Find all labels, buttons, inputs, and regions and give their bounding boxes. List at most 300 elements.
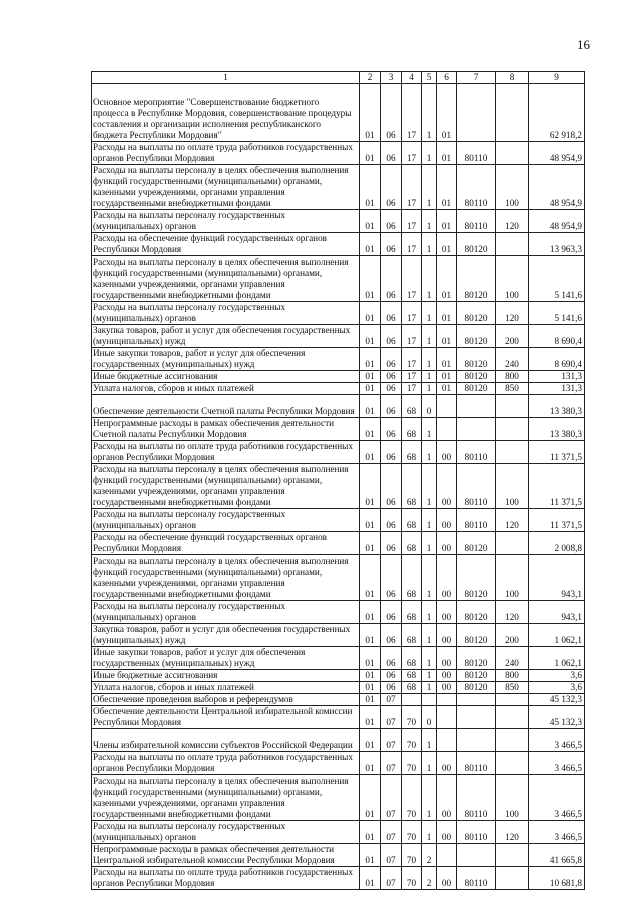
- code-program: 70: [402, 752, 422, 775]
- code-subprogram: 2: [422, 844, 437, 867]
- code-pr: 06: [381, 418, 402, 441]
- table-row: [92, 775, 585, 821]
- row-amount: 48 954,9: [529, 165, 585, 210]
- code-pr: 06: [381, 532, 402, 555]
- code-pr: 07: [381, 775, 402, 821]
- table-row: [92, 706, 585, 729]
- row-name: Расходы на выплаты персоналу государственных (муниципальных) органов: [92, 210, 360, 233]
- code-pr: 07: [381, 867, 402, 890]
- code-program: 68: [402, 441, 422, 464]
- code-expense-type: 240: [496, 647, 529, 670]
- code-direction: 80120: [457, 383, 496, 395]
- row-name: Основное мероприятие "Совершенствование бюджетного процесса в Республике Мордовия, совершенствование процедуры составления и организации исполнения республиканского бюджета Республики Мордовия": [92, 84, 360, 142]
- code-subprogram: 0: [422, 395, 437, 418]
- code-rz: 01: [360, 555, 381, 601]
- row-amount: 131,3: [529, 383, 585, 395]
- code-direction: 80120: [457, 624, 496, 647]
- code-direction: 80120: [457, 348, 496, 371]
- code-expense-type: 850: [496, 383, 529, 395]
- code-main-event: [437, 729, 457, 752]
- code-expense-type: [496, 441, 529, 464]
- code-rz: 01: [360, 348, 381, 371]
- table-row: [92, 509, 585, 532]
- table-body: [92, 84, 585, 890]
- code-pr: 06: [381, 165, 402, 210]
- code-expense-type: 850: [496, 682, 529, 694]
- code-main-event: 00: [437, 775, 457, 821]
- code-expense-type: 120: [496, 210, 529, 233]
- code-subprogram: 1: [422, 441, 437, 464]
- code-direction: [457, 694, 496, 706]
- code-main-event: [437, 706, 457, 729]
- code-expense-type: [496, 233, 529, 256]
- table-row: [92, 210, 585, 233]
- code-main-event: 01: [437, 256, 457, 302]
- code-program: 17: [402, 348, 422, 371]
- code-program: 68: [402, 624, 422, 647]
- table-row: [92, 867, 585, 890]
- code-program: [402, 694, 422, 706]
- code-pr: 06: [381, 142, 402, 165]
- code-main-event: 00: [437, 555, 457, 601]
- row-name: Иные бюджетные ассигнования: [92, 670, 360, 682]
- code-program: 68: [402, 601, 422, 624]
- row-name: Расходы на выплаты персоналу государственных (муниципальных) органов: [92, 601, 360, 624]
- code-rz: 01: [360, 371, 381, 383]
- code-main-event: [437, 418, 457, 441]
- code-expense-type: 100: [496, 165, 529, 210]
- code-subprogram: 1: [422, 555, 437, 601]
- row-amount: 13 963,3: [529, 233, 585, 256]
- code-rz: 01: [360, 84, 381, 142]
- row-amount: 41 665,8: [529, 844, 585, 867]
- table-row: [92, 256, 585, 302]
- code-subprogram: 1: [422, 775, 437, 821]
- code-direction: 80110: [457, 867, 496, 890]
- table-row: [92, 601, 585, 624]
- code-expense-type: [496, 532, 529, 555]
- code-expense-type: 120: [496, 302, 529, 325]
- page-number: 16: [577, 37, 590, 52]
- code-subprogram: 1: [422, 210, 437, 233]
- row-amount: 131,3: [529, 371, 585, 383]
- code-rz: 01: [360, 752, 381, 775]
- table-row: [92, 821, 585, 844]
- code-direction: 80110: [457, 509, 496, 532]
- code-program: 17: [402, 371, 422, 383]
- code-subprogram: 2: [422, 867, 437, 890]
- code-main-event: 01: [437, 383, 457, 395]
- code-rz: 01: [360, 682, 381, 694]
- code-direction: 80110: [457, 441, 496, 464]
- code-pr: 07: [381, 729, 402, 752]
- code-rz: 01: [360, 694, 381, 706]
- code-expense-type: 200: [496, 325, 529, 348]
- code-direction: 80120: [457, 256, 496, 302]
- code-rz: 01: [360, 256, 381, 302]
- code-subprogram: 1: [422, 142, 437, 165]
- code-direction: 80110: [457, 821, 496, 844]
- code-main-event: 00: [437, 601, 457, 624]
- row-amount: 13 380,3: [529, 418, 585, 441]
- row-amount: 3 466,5: [529, 729, 585, 752]
- code-direction: 80110: [457, 775, 496, 821]
- code-expense-type: [496, 706, 529, 729]
- code-main-event: [437, 395, 457, 418]
- code-expense-type: [496, 84, 529, 142]
- code-program: 68: [402, 670, 422, 682]
- table-row: [92, 441, 585, 464]
- col-header: 3: [381, 72, 402, 84]
- col-header: 7: [457, 72, 496, 84]
- row-amount: 8 690,4: [529, 325, 585, 348]
- header-row: [92, 72, 585, 84]
- code-program: 70: [402, 867, 422, 890]
- code-rz: 01: [360, 464, 381, 509]
- table-row: [92, 233, 585, 256]
- col-header: 8: [496, 72, 529, 84]
- code-subprogram: 0: [422, 706, 437, 729]
- code-rz: 01: [360, 441, 381, 464]
- code-expense-type: 240: [496, 348, 529, 371]
- row-name: Уплата налогов, сборов и иных платежей: [92, 682, 360, 694]
- col-header: 6: [437, 72, 457, 84]
- code-expense-type: [496, 395, 529, 418]
- table-row: [92, 694, 585, 706]
- budget-table: [91, 71, 585, 890]
- row-amount: 11 371,5: [529, 441, 585, 464]
- code-subprogram: 1: [422, 302, 437, 325]
- code-pr: 06: [381, 509, 402, 532]
- code-program: 70: [402, 775, 422, 821]
- code-main-event: 01: [437, 302, 457, 325]
- row-name: Расходы на выплаты по оплате труда работников государственных органов Республики Мордовия: [92, 752, 360, 775]
- code-direction: 80120: [457, 555, 496, 601]
- code-direction: 80120: [457, 682, 496, 694]
- code-main-event: 01: [437, 84, 457, 142]
- code-pr: 06: [381, 624, 402, 647]
- row-amount: 13 380,3: [529, 395, 585, 418]
- code-direction: 80110: [457, 142, 496, 165]
- code-main-event: 00: [437, 682, 457, 694]
- code-subprogram: 1: [422, 256, 437, 302]
- code-expense-type: 100: [496, 775, 529, 821]
- row-name: Обеспечение деятельности Счетной палаты Республики Мордовия: [92, 395, 360, 418]
- code-program: 17: [402, 233, 422, 256]
- code-rz: 01: [360, 647, 381, 670]
- code-subprogram: [422, 694, 437, 706]
- code-expense-type: [496, 752, 529, 775]
- code-rz: 01: [360, 821, 381, 844]
- code-subprogram: 1: [422, 670, 437, 682]
- code-main-event: 00: [437, 509, 457, 532]
- row-name: Иные закупки товаров, работ и услуг для обеспечения государственных (муниципальных) нужд: [92, 647, 360, 670]
- code-direction: 80120: [457, 302, 496, 325]
- code-rz: 01: [360, 729, 381, 752]
- code-subprogram: 1: [422, 532, 437, 555]
- code-expense-type: 200: [496, 624, 529, 647]
- code-program: 17: [402, 383, 422, 395]
- code-direction: 80120: [457, 532, 496, 555]
- code-rz: 01: [360, 867, 381, 890]
- code-subprogram: 1: [422, 624, 437, 647]
- table-row: [92, 624, 585, 647]
- code-expense-type: [496, 694, 529, 706]
- code-pr: 06: [381, 210, 402, 233]
- code-subprogram: 1: [422, 325, 437, 348]
- code-subprogram: 1: [422, 383, 437, 395]
- row-name: Расходы на выплаты персоналу в целях обеспечения выполнения функций государственными (муниципальными) органами, казенными учреждениями, органами управления государственными внебюджетными фондами: [92, 165, 360, 210]
- code-rz: 01: [360, 325, 381, 348]
- code-rz: 01: [360, 624, 381, 647]
- row-amount: 1 062,1: [529, 647, 585, 670]
- code-direction: 80120: [457, 371, 496, 383]
- row-name: Расходы на выплаты персоналу государственных (муниципальных) органов: [92, 509, 360, 532]
- row-name: Расходы на выплаты персоналу в целях обеспечения выполнения функций государственными (муниципальными) органами, казенными учреждениями, органами управления государственными внебюджетными фондами: [92, 775, 360, 821]
- code-main-event: 00: [437, 752, 457, 775]
- row-name: Уплата налогов, сборов и иных платежей: [92, 383, 360, 395]
- code-pr: 06: [381, 256, 402, 302]
- code-expense-type: 100: [496, 464, 529, 509]
- row-amount: 11 371,5: [529, 509, 585, 532]
- code-main-event: [437, 844, 457, 867]
- row-name: Обеспечение деятельности Центральной избирательной комиссии Республики Мордовия: [92, 706, 360, 729]
- row-name: Закупка товаров, работ и услуг для обеспечения государственных (муниципальных) нужд: [92, 624, 360, 647]
- col-header: 4: [402, 72, 422, 84]
- code-subprogram: 1: [422, 165, 437, 210]
- code-program: 70: [402, 844, 422, 867]
- code-pr: 06: [381, 441, 402, 464]
- code-program: 68: [402, 532, 422, 555]
- code-main-event: [437, 694, 457, 706]
- table-row: [92, 142, 585, 165]
- row-name: Непрограммные расходы в рамках обеспечения деятельности Счетной палаты Республики Мордовия: [92, 418, 360, 441]
- code-pr: 06: [381, 348, 402, 371]
- code-rz: 01: [360, 601, 381, 624]
- row-amount: 5 141,6: [529, 256, 585, 302]
- table-row: [92, 555, 585, 601]
- row-amount: 3 466,5: [529, 821, 585, 844]
- code-pr: 06: [381, 464, 402, 509]
- code-expense-type: 120: [496, 821, 529, 844]
- code-subprogram: 1: [422, 729, 437, 752]
- row-amount: 48 954,9: [529, 210, 585, 233]
- code-expense-type: 100: [496, 256, 529, 302]
- code-program: 17: [402, 256, 422, 302]
- row-name: Расходы на обеспечение функций государственных органов Республики Мордовия: [92, 532, 360, 555]
- code-pr: 07: [381, 706, 402, 729]
- code-direction: [457, 844, 496, 867]
- code-direction: 80120: [457, 647, 496, 670]
- code-direction: 80110: [457, 210, 496, 233]
- code-rz: 01: [360, 418, 381, 441]
- code-main-event: 01: [437, 142, 457, 165]
- row-amount: 62 918,2: [529, 84, 585, 142]
- code-main-event: 00: [437, 647, 457, 670]
- table-row: [92, 348, 585, 371]
- code-pr: 06: [381, 302, 402, 325]
- code-program: 68: [402, 418, 422, 441]
- code-rz: 01: [360, 670, 381, 682]
- code-direction: 80110: [457, 464, 496, 509]
- row-amount: 3 466,5: [529, 775, 585, 821]
- row-amount: 943,1: [529, 555, 585, 601]
- row-name: Расходы на выплаты персоналу в целях обеспечения выполнения функций государственными (муниципальными) органами, казенными учреждениями, органами управления государственными внебюджетными фондами: [92, 464, 360, 509]
- row-amount: 3,6: [529, 670, 585, 682]
- table-row: [92, 532, 585, 555]
- row-amount: 11 371,5: [529, 464, 585, 509]
- row-name: Закупка товаров, работ и услуг для обеспечения государственных (муниципальных) нужд: [92, 325, 360, 348]
- code-subprogram: 1: [422, 371, 437, 383]
- code-subprogram: 1: [422, 84, 437, 142]
- code-subprogram: 1: [422, 682, 437, 694]
- code-program: 68: [402, 555, 422, 601]
- code-subprogram: 1: [422, 464, 437, 509]
- code-pr: 06: [381, 395, 402, 418]
- code-subprogram: 1: [422, 752, 437, 775]
- code-main-event: 00: [437, 532, 457, 555]
- row-amount: 45 132,3: [529, 694, 585, 706]
- code-program: 68: [402, 395, 422, 418]
- code-expense-type: 100: [496, 555, 529, 601]
- code-expense-type: [496, 844, 529, 867]
- code-direction: [457, 706, 496, 729]
- code-direction: 80120: [457, 601, 496, 624]
- code-pr: 06: [381, 647, 402, 670]
- code-pr: 06: [381, 325, 402, 348]
- code-program: 17: [402, 302, 422, 325]
- row-name: Иные закупки товаров, работ и услуг для обеспечения государственных (муниципальных) нужд: [92, 348, 360, 371]
- code-main-event: 01: [437, 210, 457, 233]
- code-subprogram: 1: [422, 233, 437, 256]
- code-rz: 01: [360, 509, 381, 532]
- code-program: 70: [402, 706, 422, 729]
- code-program: 68: [402, 682, 422, 694]
- table-row: [92, 371, 585, 383]
- row-amount: 48 954,9: [529, 142, 585, 165]
- code-rz: 01: [360, 210, 381, 233]
- code-direction: 80110: [457, 752, 496, 775]
- row-name: Члены избирательной комиссии субъектов Российской Федерации: [92, 729, 360, 752]
- code-expense-type: [496, 867, 529, 890]
- code-main-event: 00: [437, 441, 457, 464]
- code-pr: 06: [381, 601, 402, 624]
- code-program: 68: [402, 509, 422, 532]
- table-row: [92, 165, 585, 210]
- table-row: [92, 418, 585, 441]
- code-subprogram: 1: [422, 821, 437, 844]
- code-pr: 06: [381, 383, 402, 395]
- table-row: [92, 682, 585, 694]
- code-expense-type: 120: [496, 601, 529, 624]
- col-header: 1: [92, 72, 360, 84]
- code-subprogram: 1: [422, 348, 437, 371]
- row-amount: 45 132,3: [529, 706, 585, 729]
- code-rz: 01: [360, 165, 381, 210]
- row-name: Расходы на выплаты по оплате труда работников государственных органов Республики Мордовия: [92, 142, 360, 165]
- code-expense-type: 800: [496, 371, 529, 383]
- code-main-event: 00: [437, 464, 457, 509]
- code-program: 17: [402, 325, 422, 348]
- code-direction: [457, 84, 496, 142]
- code-rz: 01: [360, 775, 381, 821]
- col-header: 2: [360, 72, 381, 84]
- table-row: [92, 383, 585, 395]
- table-row: [92, 752, 585, 775]
- code-direction: 80120: [457, 325, 496, 348]
- code-program: 70: [402, 821, 422, 844]
- row-name: Расходы на выплаты персоналу государственных (муниципальных) органов: [92, 821, 360, 844]
- table-row: [92, 84, 585, 142]
- code-expense-type: [496, 142, 529, 165]
- code-subprogram: 1: [422, 601, 437, 624]
- code-expense-type: [496, 729, 529, 752]
- code-pr: 07: [381, 844, 402, 867]
- table-row: [92, 729, 585, 752]
- row-name: Иные бюджетные ассигнования: [92, 371, 360, 383]
- row-name: Обеспечение проведения выборов и референдумов: [92, 694, 360, 706]
- row-name: Расходы на обеспечение функций государственных органов Республики Мордовия: [92, 233, 360, 256]
- code-expense-type: 800: [496, 670, 529, 682]
- code-direction: 80120: [457, 670, 496, 682]
- row-amount: 10 681,8: [529, 867, 585, 890]
- code-rz: 01: [360, 142, 381, 165]
- code-rz: 01: [360, 383, 381, 395]
- code-main-event: 00: [437, 670, 457, 682]
- table-row: [92, 844, 585, 867]
- row-name: Расходы на выплаты персоналу государственных (муниципальных) органов: [92, 302, 360, 325]
- row-name: Расходы на выплаты персоналу в целях обеспечения выполнения функций государственными (муниципальными) органами, казенными учреждениями, органами управления государственными внебюджетными фондами: [92, 256, 360, 302]
- code-rz: 01: [360, 844, 381, 867]
- row-amount: 2 008,8: [529, 532, 585, 555]
- code-main-event: 01: [437, 233, 457, 256]
- code-expense-type: [496, 418, 529, 441]
- code-program: 68: [402, 647, 422, 670]
- code-pr: 06: [381, 84, 402, 142]
- code-pr: 07: [381, 694, 402, 706]
- row-name: Расходы на выплаты персоналу в целях обеспечения выполнения функций государственными (муниципальными) органами, казенными учреждениями, органами управления государственными внебюджетными фондами: [92, 555, 360, 601]
- col-header: 9: [529, 72, 585, 84]
- code-expense-type: 120: [496, 509, 529, 532]
- code-rz: 01: [360, 302, 381, 325]
- code-pr: 06: [381, 233, 402, 256]
- row-name: Расходы на выплаты по оплате труда работников государственных органов Республики Мордовия: [92, 867, 360, 890]
- code-program: 68: [402, 464, 422, 509]
- code-program: 70: [402, 729, 422, 752]
- code-subprogram: 1: [422, 647, 437, 670]
- table-row: [92, 302, 585, 325]
- row-amount: 943,1: [529, 601, 585, 624]
- row-amount: 8 690,4: [529, 348, 585, 371]
- code-pr: 06: [381, 555, 402, 601]
- code-main-event: 01: [437, 165, 457, 210]
- row-amount: 1 062,1: [529, 624, 585, 647]
- code-direction: [457, 729, 496, 752]
- code-pr: 06: [381, 682, 402, 694]
- table-row: [92, 464, 585, 509]
- code-subprogram: 1: [422, 509, 437, 532]
- code-main-event: 01: [437, 371, 457, 383]
- table-row: [92, 395, 585, 418]
- code-direction: 80110: [457, 165, 496, 210]
- row-amount: 5 141,6: [529, 302, 585, 325]
- code-main-event: 01: [437, 348, 457, 371]
- code-main-event: 00: [437, 867, 457, 890]
- code-program: 17: [402, 210, 422, 233]
- code-main-event: 00: [437, 624, 457, 647]
- code-program: 17: [402, 84, 422, 142]
- table-row: [92, 325, 585, 348]
